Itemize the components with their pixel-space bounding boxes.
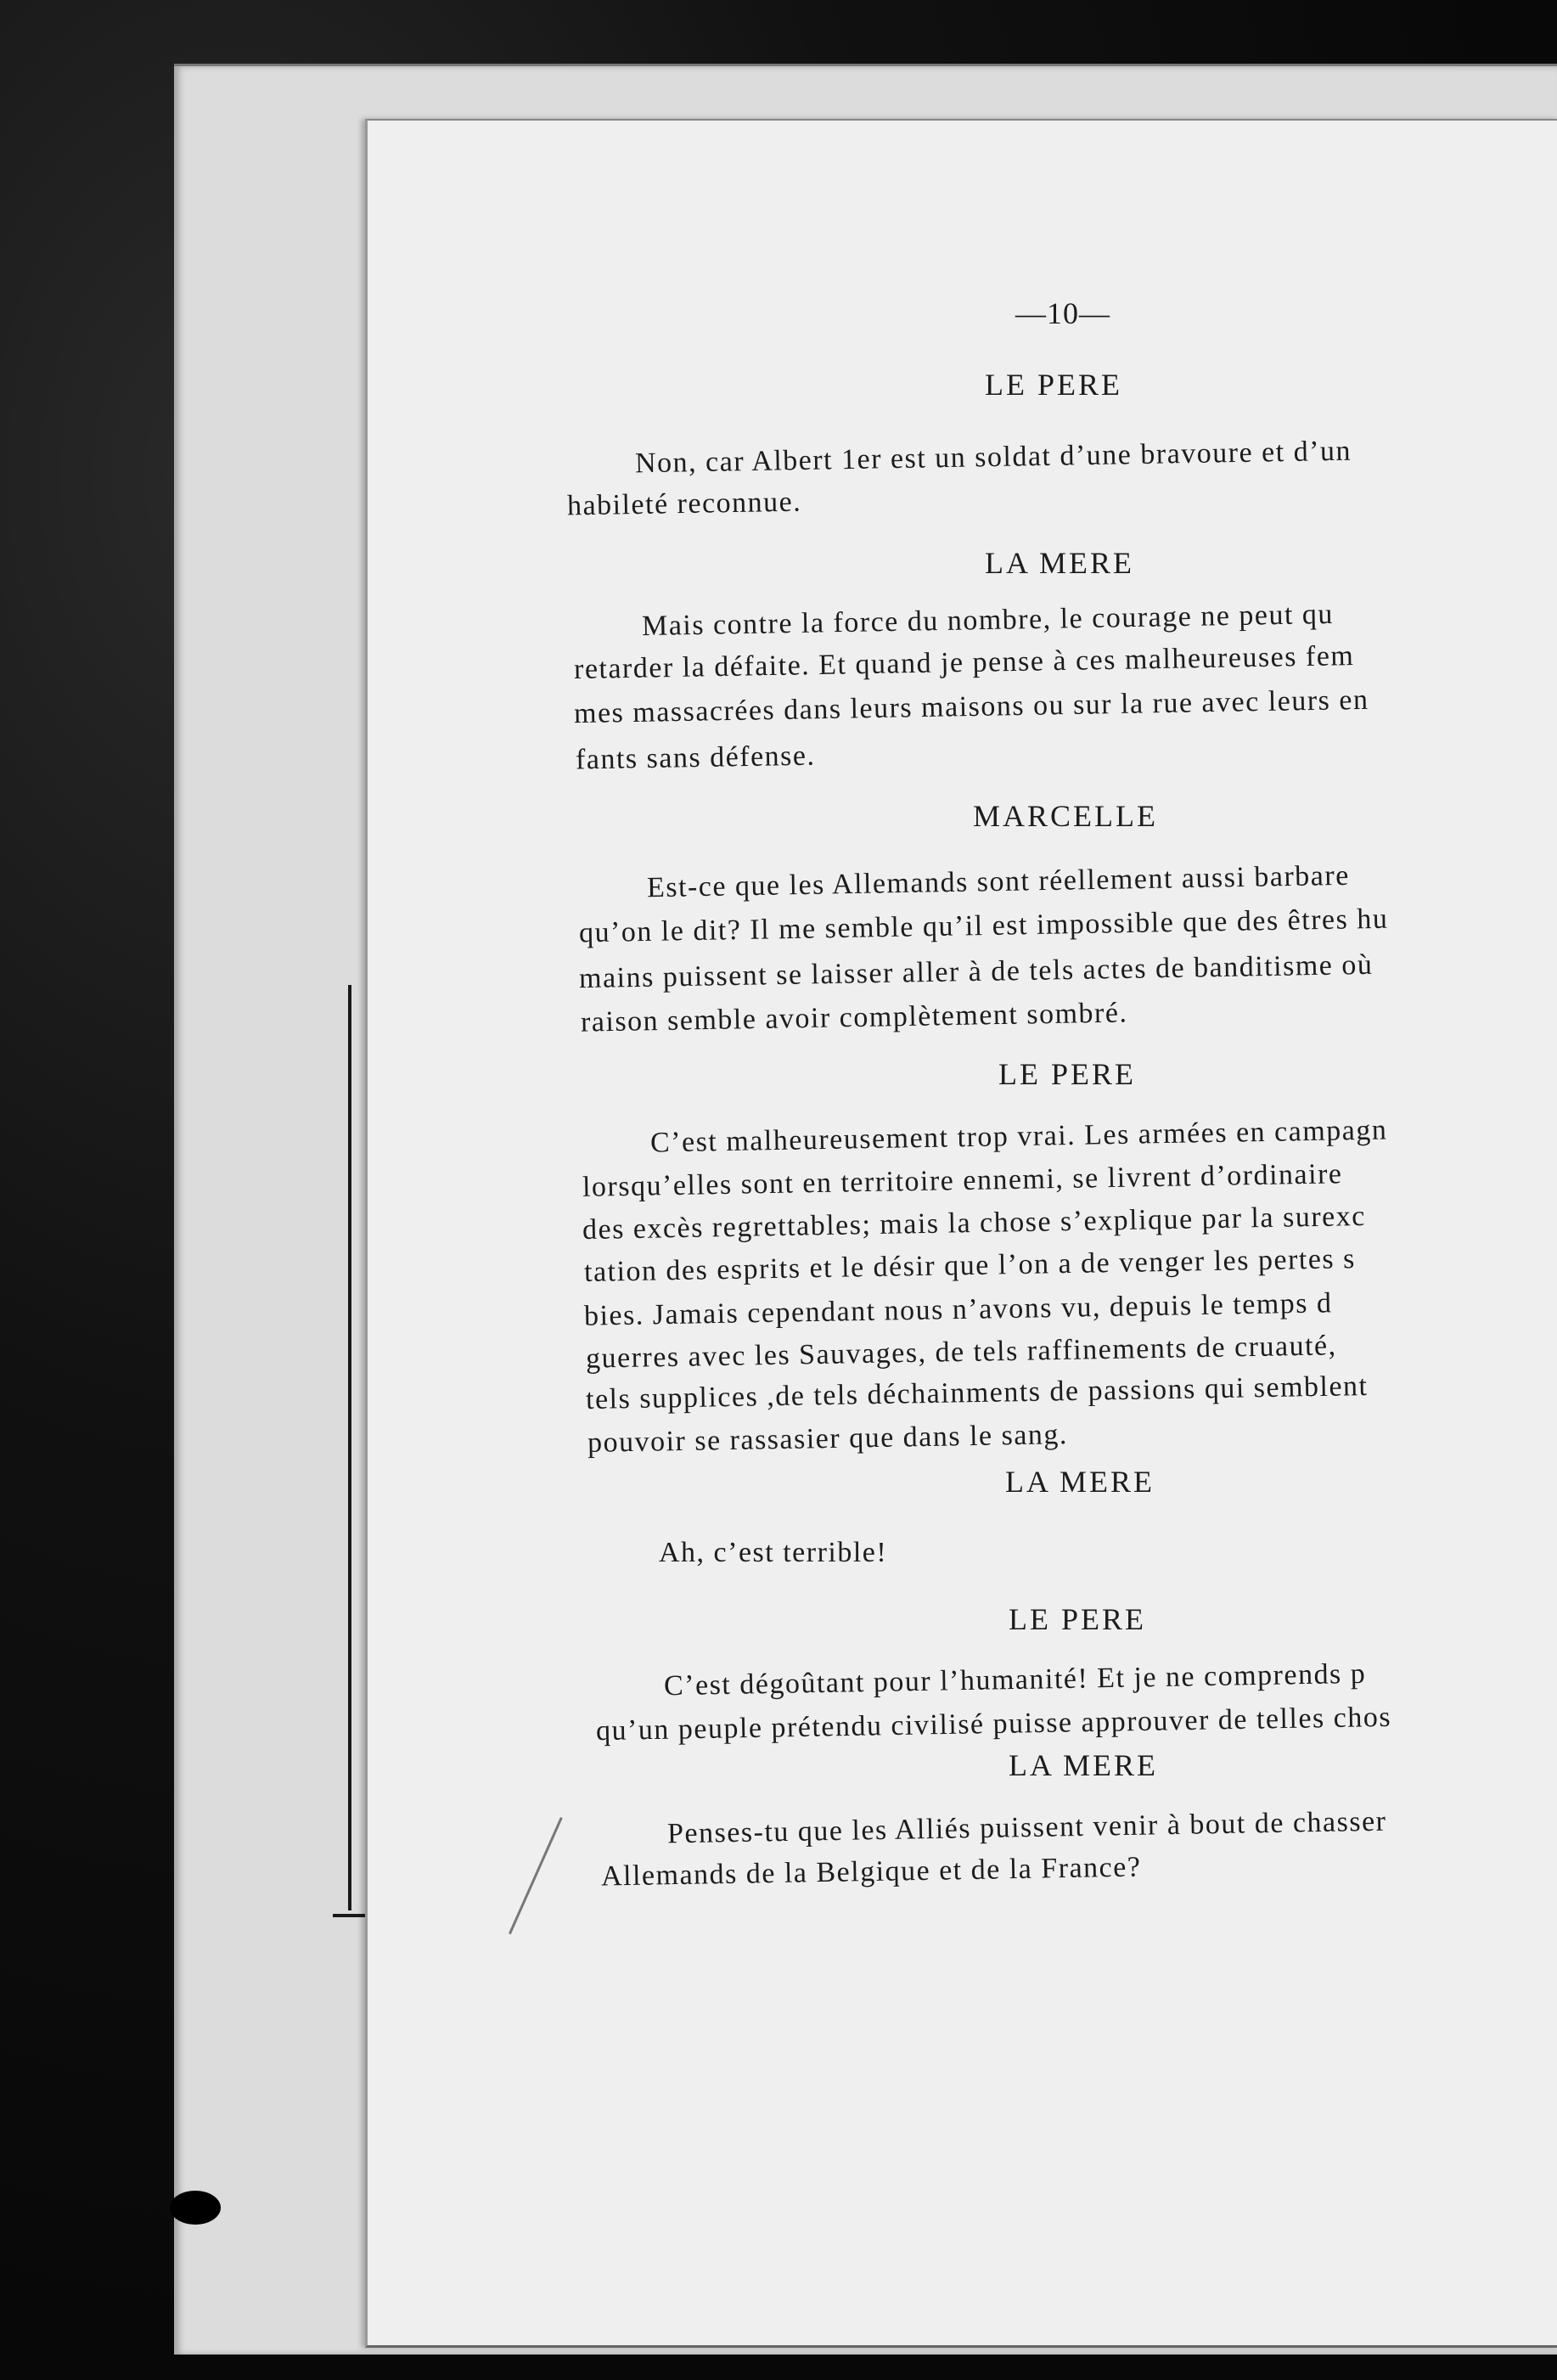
- dialogue-line: raison semble avoir complètement sombré.: [580, 997, 1128, 1038]
- dialogue-line: lorsqu’elles sont en territoire ennemi, se livrent d’ordinaire: [582, 1158, 1343, 1203]
- dialogue-line: C’est malheureusement trop vrai. Les armées en campagn: [649, 1114, 1388, 1159]
- dialogue-line: pouvoir se rassasier que dans le sang.: [587, 1419, 1069, 1459]
- dialogue-line: qu’un peuple prétendu civilisé puisse approuver de telles chos: [595, 1701, 1392, 1747]
- speaker-heading: LE PERE: [985, 368, 1122, 402]
- dialogue-line: mes massacrées dans leurs maisons ou sur la rue avec leurs en: [573, 684, 1369, 730]
- binding-edge-line: [348, 985, 351, 1910]
- speaker-heading: LA MERE: [1009, 1748, 1159, 1782]
- dialogue-line: Mais contre la force du nombre, le courage ne peut qu: [641, 598, 1335, 643]
- dialogue-line: guerres avec les Sauvages, de tels raffinements de cruauté,: [585, 1330, 1337, 1375]
- dialogue-line: Non, car Albert 1er est un soldat d’une bravoure et d’un: [634, 435, 1352, 480]
- speaker-heading: LA MERE: [985, 546, 1135, 580]
- speaker-heading: MARCELLE: [973, 799, 1158, 833]
- dialogue-line: Est-ce que les Allemands sont réellement aussi barbare: [646, 859, 1351, 904]
- scan-artifact: [170, 2191, 221, 2225]
- dialogue-line: Ah, c’est terrible!: [659, 1537, 888, 1568]
- dialogue-line: Allemands de la Belgique et de la France?: [600, 1851, 1142, 1893]
- speaker-heading: LA MERE: [1005, 1465, 1155, 1499]
- dialogue-line: qu’on le dit? Il me semble qu’il est impossible que des êtres hu: [578, 903, 1389, 949]
- dialogue-line: retarder la défaite. Et quand je pense à ces malheureuses fem: [573, 639, 1355, 686]
- speaker-heading: LE PERE: [998, 1057, 1136, 1091]
- dialogue-line: habileté reconnue.: [566, 486, 802, 522]
- dialogue-line: tation des esprits et le désir que l’on a de venger les pertes s: [583, 1243, 1357, 1288]
- dialogue-line: Penses-tu que les Alliés puissent venir à bout de chasser: [666, 1805, 1387, 1850]
- dialogue-line: bies. Jamais cependant nous n’avons vu, depuis le temps d: [583, 1287, 1333, 1332]
- dialogue-line: fants sans défense.: [575, 740, 816, 776]
- dialogue-line: mains puissent se laisser aller à de tels actes de banditisme où: [578, 948, 1374, 995]
- dialogue-line: C’est dégoûtant pour l’humanité! Et je ne comprends p: [663, 1657, 1367, 1702]
- page-number: —10—: [1015, 296, 1110, 330]
- dialogue-line: tels supplices ,de tels déchainments de passions qui semblent: [585, 1370, 1369, 1416]
- dialogue-line: des excès regrettables; mais la chose s’explique par la surexc: [582, 1200, 1367, 1246]
- speaker-heading: LE PERE: [1009, 1602, 1146, 1636]
